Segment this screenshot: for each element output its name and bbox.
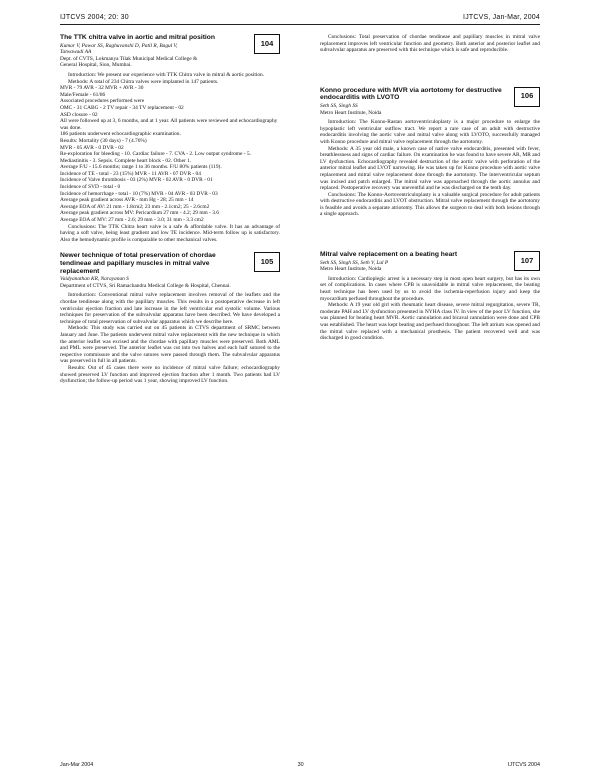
stat-line: OMC - 31 CABG - 2 TV repair - 34 TV replacement - 02 (60, 104, 184, 111)
abstract-105-heading (60, 252, 280, 289)
abstract-104 (60, 34, 280, 243)
running-header (60, 14, 540, 21)
abstract-107-number: 107 (514, 251, 540, 271)
page-footer (60, 762, 540, 768)
abstract-106-methods: Methods: A 35 year old male, a known case of native valve endocarditis, presented with fever, breathlessness and signs of cardiac failure. On examination he was found to have severe AR, MR and LV dysfunction. Echocardiography revealed destruction of the aortic valve with perforation of the anterior mitral leaflet and LVOT narrowing. He was taken up for Konno procedure with aortic valve replacement and mitral valve replacement done through the aortotomy. The interventricular septum was incised and patch enlarged. The mitral valve was approached through the aortic annulus and replaced. Postoperative recovery was uneventful and he was discharged on the tenth day. (320, 145, 540, 192)
abstract-107 (320, 251, 540, 342)
abstract-104-authors-2: Tatwawadi AA (60, 49, 92, 56)
footer-page-number: 30 (297, 762, 304, 768)
stat-line: Incidence of hemorrhage - total - 10 (7%) MVR - 04 AVR - 03 DVR - 03 (60, 190, 218, 197)
abstract-105-title: Newer technique of total preservation of chordae tendineae and papillary muscles in mitral valve replacement (60, 252, 216, 275)
abstract-105-affiliation: Department of CTVS, Sri Ramachandra Medical College & Hospital, Chennai. (60, 282, 231, 289)
stat-line: Re-exploration for bleeding - 10. Cardiac failure - 7. CVA - 2. Low output syndrome - 5. Mediastinitis - 3. Sepsis. Complete heart block - 02. Other 1. (60, 151, 251, 164)
stat-line: 186 patients underwent echocardiographic examination. (60, 131, 181, 138)
abstract-105-methods: Methods: This study was carried out on 45 patients in CTVS department of SRMC between January and June. The patients underwent mitral valve replacement with the new technique in which the anterior leaflet was excised and the chordae with papillary muscles were preserved. Both AML and PML were preserved. The anterior leaflet was cut into two halves and each half sutured to the respective commissure and the valve sutures were passed through them. The subvalvular apparatus was preserved in full in all patients. (60, 325, 280, 365)
abstract-105-introduction: Introduction: Conventional mitral valve replacement involves removal of the leaflets and the chordae tendineae along with the papillary muscles. This results in a postoperative decrease in left ventricular ejection fraction and late increase in the left ventricular end systolic volume. Various techniques for preservation of the subvalvular apparatus have been described. We have developed a technique of total preservation of subvalvular apparatus which we describe here. (60, 292, 280, 325)
stat-line: Average EOA of MV: 27 mm - 2.6; 29 mm - 3.0; 31 mm - 3.3 cm2 (60, 217, 204, 224)
abstract-106-title: Konno procedure with MVR via aortotomy for destructive endocarditis with LVOTO (320, 86, 502, 102)
abstract-104-affiliation-2: General Hospital, Sion, Mumbai. (60, 62, 132, 69)
stat-line: Average peak gradient across AVR - mm Hg - 28; 25 mm - 14 (60, 197, 194, 204)
right-column (320, 34, 540, 351)
abstract-106-authors: Seth SS, Singh SS (320, 102, 358, 109)
abstract-105 (60, 252, 280, 384)
abstract-104-methods: Methods: A total of 234 Chitra valves were implanted in 147 patients. (68, 78, 219, 85)
abstract-105-authors: Vaidyanathan KR, Narayanan S (60, 276, 129, 283)
abstract-104-authors: Kumar V, Pawar SS, Raghuvanshi D, Patil R, Bagul V, (60, 42, 178, 49)
stat-line: MVR - 05 AVR - 0 DVR - 02 (60, 144, 124, 151)
stat-line: Average F/U - 15.6 months; range 1 to 36 months. F/U 80% patients (119). (60, 164, 222, 171)
abstract-106-heading (320, 87, 540, 116)
abstract-104-title: The TTK chitra valve in aortic and mitral position (60, 34, 215, 41)
footer-right: IJTCVS 2004 (507, 762, 540, 768)
header-journal-right: IJTCVS, Jan-Mar, 2004 (463, 14, 540, 21)
abstract-107-introduction: Introduction: Cardioplegic arrest is a necessary step in most open heart surgery, but has its own set of complications. In cases where CPB is unavoidable in mitral valve replacement, the beating heart technique has been used by us to avoid the ischemia-reperfusion injury and keep the myocardium perfused throughout the procedure. (320, 275, 540, 302)
abstract-107-title: Mitral valve replacement on a beating heart (320, 251, 458, 259)
stat-line: Average EOA of AV: 21 mm - 1.8cm2; 23 mm - 2.1cm2; 25 - 2.6cm2 (60, 203, 210, 210)
abstract-105-conclusions: Conclusions: Total preservation of chordae tendineae and papillary muscles in mitral valve replacement improves left ventricular function and geometry. Both anterior and posterior leaflet and subvalvular apparatus are preserved with this technique which is safe and reproducible. (320, 34, 540, 54)
abstract-105-continued (320, 34, 540, 54)
abstract-106-introduction: Introduction: The Konno-Rastan aortoventriculoplasty is a major procedure to enlarge the hypoplastic left ventricular outflow tract. We report a rare case of an adult with destructive endocarditis involving the aortic valve and mitral valve along with LVOTO, successfully managed with Konno procedure and mitral valve replacement through the aortotomy. (320, 119, 540, 145)
abstract-106 (320, 87, 540, 218)
stat-line: Male/Female - 61/86 (60, 91, 106, 98)
abstract-104-affiliation: Dept. of CVTS, Lokmanya Tilak Municipal Medical College & (60, 55, 198, 62)
footer-left: Jan-Mar 2004 (60, 762, 94, 768)
header-rule (60, 24, 540, 25)
header-journal-left: IJTCVS 2004; 20: 30 (60, 14, 129, 21)
abstract-107-authors: Seth SS, Singh SS, Seth V, Lal P (320, 259, 389, 266)
column-gap (320, 63, 540, 87)
stat-line: Incidence of SVD - total - 0 (60, 184, 121, 191)
abstract-107-methods: Methods: A 19 year old girl with rheumatic heart disease, severe mitral regurgitation, severe TR, moderate PAH and LV dysfunction presented in NYHA class IV. In view of the poor LV function, she was planned for beating heart MVR. Aortic cannulation and bicaval cannulation were done and CPB was established. The heart was kept beating and perfused throughout. The left atrium was opened and the mitral valve replaced with a mechanical prosthesis. The patient recovered well and was discharged in good condition. (320, 302, 540, 342)
abstract-104-introduction: Introduction: We present our experience with TTK Chitra valve in mitral & aortic position. (68, 71, 265, 78)
abstract-106-conclusions: Conclusions: The Konno-Aortoventriculoplasty is a valuable surgical procedure for adult patients with destructive endocarditis and LVOT obstruction. Mitral valve replacement through the aortotomy is feasible and avoids a separate atriotomy. This allows the surgeon to deal with both lesions through a single approach. (320, 191, 540, 218)
abstract-104-statistics (60, 85, 280, 223)
abstract-105-results: Results: Out of 45 cases there were no incidence of mitral valve failure; echocardiography showed preserved LV function and improved ejection fraction after 1 month. Two patients had LV dysfunction; the follow-up period was 1 year, showing improved LV function. (60, 364, 280, 385)
stat-line: Results: Mortality (30 days) - 7 (4.76%) (60, 137, 147, 144)
abstract-106-number: 106 (514, 87, 540, 107)
stat-line: All were followed up at 3, 6 months, and at 1 year. All patients were reviewed and echocardiography was done. (60, 118, 278, 131)
abstract-104-heading (60, 34, 280, 69)
abstract-107-heading (320, 251, 540, 273)
column-gap (320, 227, 540, 251)
stat-line: ASD closure - 02 (60, 111, 98, 118)
stat-line: Associated procedures performed were (60, 98, 145, 105)
left-column (60, 34, 280, 394)
abstract-106-affiliation: Metro Heart Institute, Noida (320, 109, 382, 116)
stat-line: MVR - 79 AVR - 32 MVR + AVR - 30 (60, 85, 144, 92)
stat-line: Incidence of Valve thrombosis - 03 (2%) MVR - 02 AVR - 0 DVR - 01 (60, 177, 213, 184)
abstract-105-number: 105 (254, 252, 280, 272)
abstract-107-affiliation: Metro Heart Institute, Noida (320, 266, 382, 273)
abstract-104-number: 104 (254, 34, 280, 54)
stat-line: Incidence of TE - total - 23 (15%) MVR - 11 AVR - 07 DVR - 04 (60, 170, 201, 177)
abstract-104-conclusions: Conclusions: The TTK Chitra heart valve is a safe & affordable valve. It has an advantage of having a soft valve, being least gradient and low TE incidence. Mid-term follow up is satisfactory. Also the hemodynamic profile is comparable to other mechanical valves. (60, 223, 280, 243)
stat-line: Average peak gradient across MV: Pericardium 27 mm - 4.2; 29 mm - 3.6 (60, 210, 219, 217)
